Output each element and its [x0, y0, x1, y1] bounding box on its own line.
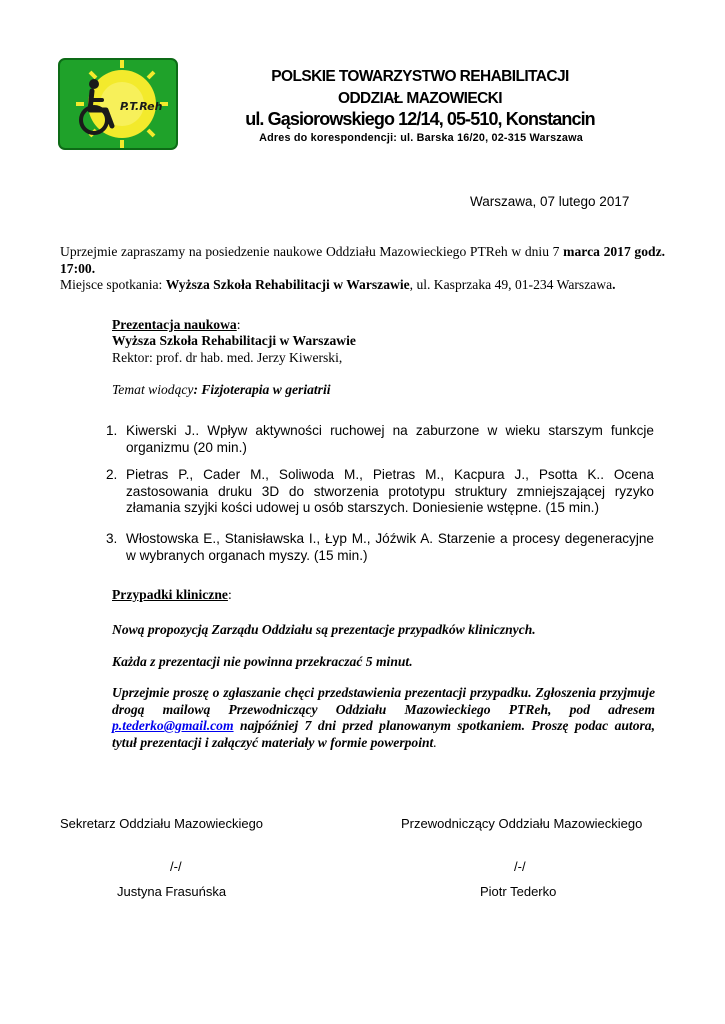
secretary-signature-mark: /-/	[170, 859, 182, 874]
clinical-cases-time-limit: Każda z prezentacji nie powinna przekraczać 5 minut.	[112, 654, 413, 669]
leading-topic-label: Temat wiodący	[112, 382, 194, 397]
meeting-place-address: , ul. Kasprzaka 49, 01-234 Warszawa	[409, 277, 613, 292]
presentation-heading-colon: :	[236, 317, 241, 332]
branch-address: ul. Gąsiorowskiego 12/14, 05-510, Konstancin	[245, 109, 595, 129]
list-item-number: 2.	[106, 467, 118, 482]
invitation-datetime: marca 2017 godz. 17:00.	[60, 244, 666, 276]
logo-text: P.T.Reh	[120, 100, 163, 113]
leading-topic	[112, 382, 331, 399]
submission-text-period: .	[433, 734, 437, 750]
invitation-text: Uprzejmie zapraszamy na posiedzenie naukowe Oddziału Mazowieckiego PTReh w dniu 7	[60, 244, 564, 259]
meeting-place-label: Miejsce spotkania:	[60, 277, 166, 292]
submission-text-end: najpóźniej 7 dni przed planowanym spotkaniem. Proszę podac autora, tytuł prezentacji i załączyć materiały w formie powerpoint	[112, 718, 655, 750]
meeting-place-name: Wyższa Szkoła Rehabilitacji w Warszawie	[165, 277, 410, 292]
presentation-heading	[112, 317, 241, 334]
ptreh-logo-graphic	[58, 58, 178, 150]
contact-email-link[interactable]: p.tederko@gmail.com	[112, 718, 234, 733]
submission-text-start: Uprzejmie proszę o zgłaszanie chęci przedstawienia prezentacji przypadku. Zgłoszenia przyjmuje drogą mailową Przewodniczący Oddziału Mazowieckiego PTReh, pod adresem	[112, 685, 655, 717]
invitation-paragraph	[60, 244, 665, 277]
ptreh-logo	[58, 58, 178, 150]
secretary-title: Sekretarz Oddziału Mazowieckiego	[60, 816, 264, 831]
list-item-text: Kiwerski J.. Wpływ aktywności ruchowej na zaburzone w wieku starszym funkcje organizmu (20 min.)	[126, 423, 654, 455]
list-item-text: Włostowska E., Stanisławska I., Łyp M., Jóźwik A. Starzenie a procesy degeneracyjne w wybranych organach myszy. (15 min.)	[126, 531, 654, 563]
leading-topic-title: : Fizjoterapia w geriatrii	[193, 382, 331, 397]
presentation-heading-text: Prezentacja naukowa	[112, 317, 237, 332]
list-item-text: Pietras P., Cader M., Soliwoda M., Pietras M., Kacpura J., Psotta K.. Ocena zastosowania druku 3D do stworzenia prototypu struktury zmniejszającej ryzyko złamania szyjki kości udowej u osób starszych. Doniesienie wstępne. (15 min.)	[126, 467, 654, 515]
list-item-number: 3.	[106, 531, 118, 546]
presentation-rector: Rektor: prof. dr hab. med. Jerzy Kiwerski,	[112, 350, 343, 365]
clinical-cases-heading-colon: :	[227, 587, 232, 602]
meeting-place-end: .	[612, 277, 616, 292]
clinical-cases-submission	[112, 685, 655, 751]
chairman-title: Przewodniczący Oddziału Mazowieckiego	[401, 816, 643, 831]
chairman-name: Piotr Tederko	[480, 884, 557, 899]
clinical-cases-proposal: Nową propozycją Zarządu Oddziału są prezentacje przypadków klinicznych.	[112, 622, 536, 637]
clinical-cases-heading	[112, 587, 232, 603]
org-name: POLSKIE TOWARZYSTWO REHABILITACJI	[271, 68, 569, 85]
clinical-cases-heading-text: Przypadki kliniczne	[112, 587, 228, 602]
chairman-signature-mark: /-/	[514, 859, 526, 874]
presentation-school: Wyższa Szkoła Rehabilitacji w Warszawie	[112, 333, 356, 348]
meeting-place	[60, 277, 665, 294]
secretary-name: Justyna Frasuńska	[117, 884, 227, 899]
letter-date: Warszawa, 07 lutego 2017	[470, 194, 630, 209]
list-item-number: 1.	[106, 423, 118, 438]
branch-name: ODDZIAŁ MAZOWIECKI	[338, 90, 502, 107]
correspondence-address: Adres do korespondencji: ul. Barska 16/20, 02-315 Warszawa	[259, 132, 583, 144]
